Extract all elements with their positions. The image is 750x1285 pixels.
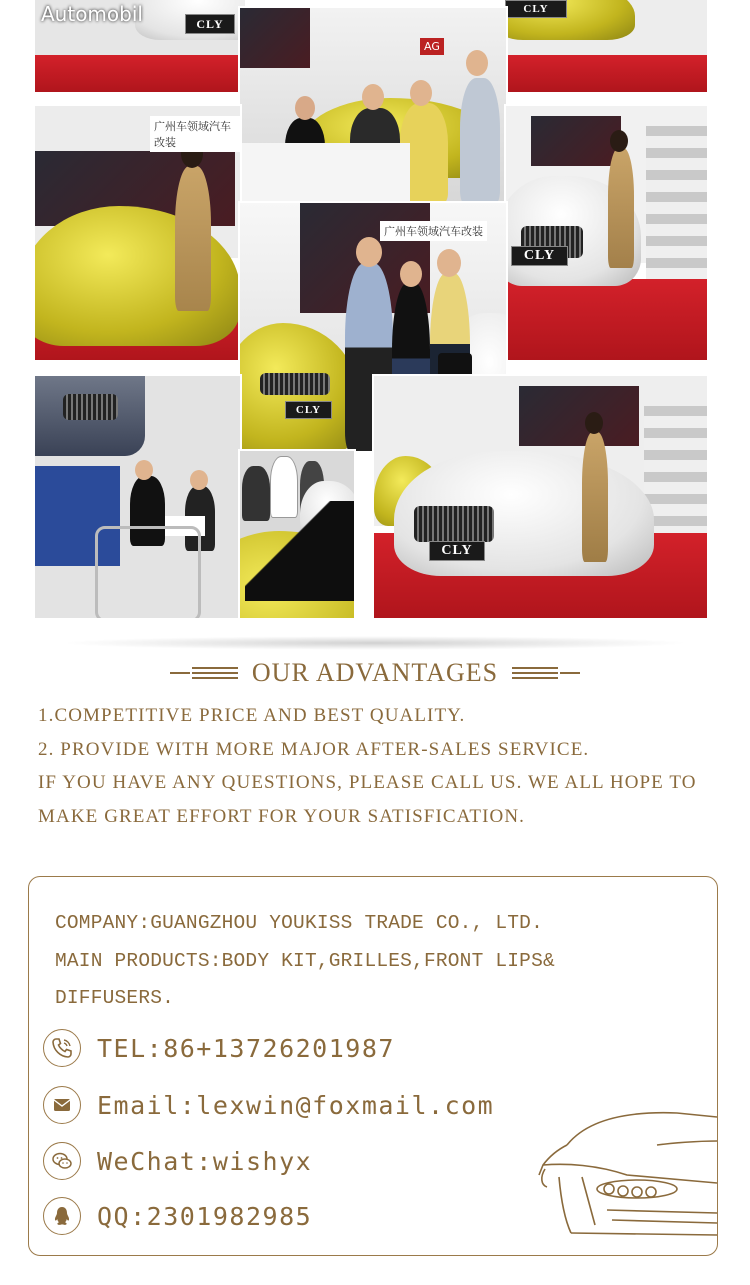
qq-row	[43, 1196, 312, 1236]
tel-text[interactable]: TEL:86+13726201987	[97, 1033, 395, 1063]
qq-text[interactable]: QQ:2301982985	[97, 1201, 313, 1231]
advantage-line: 1.COMPETITIVE PRICE AND BEST QUALITY.	[38, 705, 466, 726]
wechat-row	[43, 1141, 312, 1181]
photo-white-car-model-bottom	[374, 376, 707, 618]
sports-car-line-art	[537, 1105, 717, 1245]
plate-label: CLY	[429, 541, 485, 561]
advantages-list	[38, 704, 728, 838]
main-products-continued: DIFFUSERS.	[55, 987, 175, 1009]
photo-showroom-yellow-car-top	[505, 0, 707, 92]
main-products: MAIN PRODUCTS:BODY KIT,GRILLES,FRONT LIPS&	[55, 949, 555, 972]
photo-white-mercedes-model	[506, 106, 707, 360]
mail-icon	[43, 1086, 81, 1124]
advantage-line: MAKE GREAT EFFORT FOR YOUR SATISFICATION.	[38, 805, 526, 827]
plate-label: CLY	[505, 0, 567, 18]
photo-crowd-yellow-hood	[240, 451, 354, 618]
plate-label: CLY	[185, 14, 235, 34]
plate-label: CLY	[511, 246, 568, 266]
wechat-text[interactable]: WeChat:wishyx	[97, 1146, 313, 1176]
company-name: COMPANY:GUANGZHOU YOUKISS TRADE CO., LTD.	[55, 912, 543, 934]
automobile-sign-text: Automobil	[41, 2, 143, 26]
advantage-line: 2. PROVIDE WITH MORE MAJOR AFTER-SALES SERVICE.	[38, 738, 590, 760]
photo-collage	[0, 0, 750, 640]
phone-icon	[43, 1029, 81, 1067]
section-shadow	[60, 636, 690, 650]
heading-decoration-left	[170, 667, 238, 679]
photo-meeting-at-booth	[240, 8, 506, 203]
contact-card	[28, 876, 718, 1256]
advantages-title: OUR ADVANTAGES	[251, 658, 499, 687]
heading-decoration-right	[512, 667, 580, 679]
advantages-heading	[0, 658, 750, 692]
photo-model-yellow-car	[35, 106, 240, 360]
wechat-icon	[43, 1142, 81, 1180]
tel-row	[43, 1028, 395, 1068]
booth-sign-text: 广州车领域汽车改装	[380, 221, 487, 241]
photo-showroom-white-car-top	[35, 0, 245, 92]
booth-sign-text: 广州车领域汽车改装	[150, 116, 240, 152]
company-info	[55, 910, 675, 1023]
qq-icon	[43, 1197, 81, 1235]
email-text[interactable]: Email:lexwin@foxmail.com	[97, 1090, 495, 1120]
email-row	[43, 1085, 494, 1125]
photo-workshop-seating	[35, 376, 240, 618]
advantage-line: IF YOU HAVE ANY QUESTIONS, PLEASE CALL US. WE ALL HOPE TO	[38, 772, 697, 793]
plate-label: CLY	[285, 401, 332, 419]
booth-sign: AG	[420, 38, 444, 55]
